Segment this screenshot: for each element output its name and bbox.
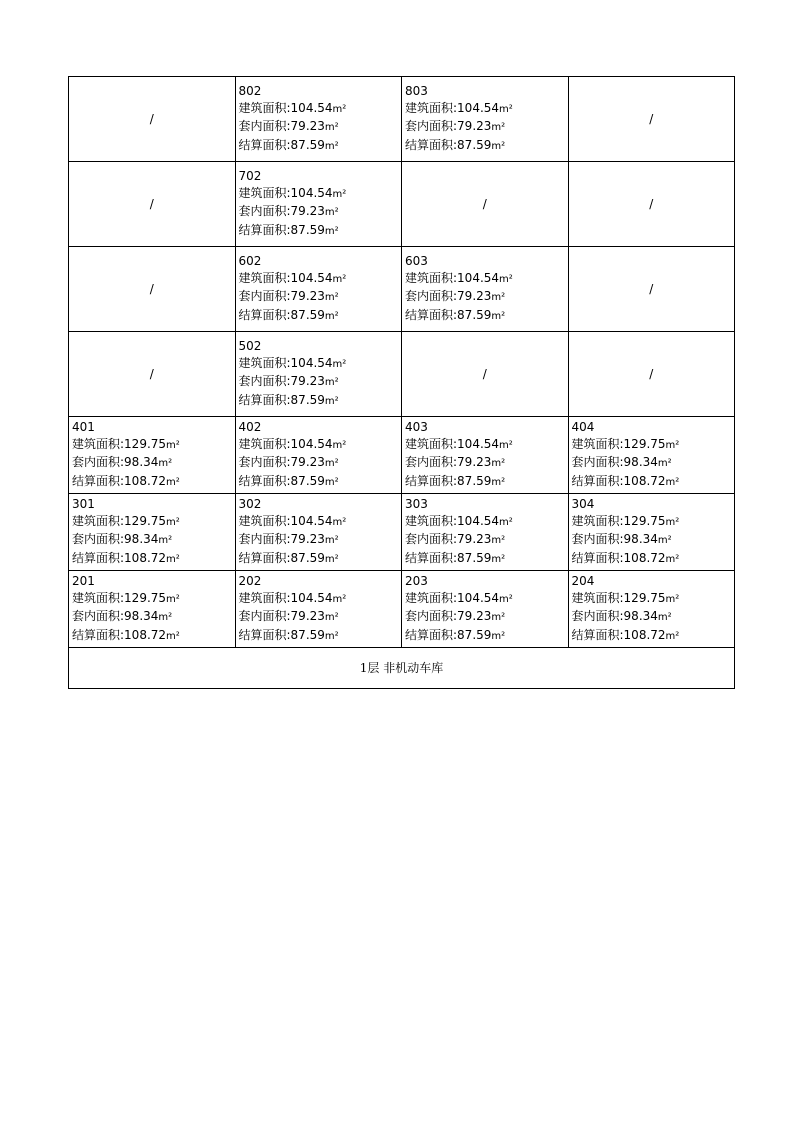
inner-area-label: 套内面积: xyxy=(238,455,291,469)
empty-unit-cell xyxy=(69,247,236,332)
settle-area-value: 87.59 xyxy=(457,550,492,565)
area-unit: m² xyxy=(324,225,339,237)
build-area-value: 104.54 xyxy=(457,513,500,528)
settle-area-line xyxy=(72,473,235,492)
build-area-label: 建筑面积: xyxy=(571,513,624,528)
build-area-label: 建筑面积: xyxy=(72,590,125,605)
area-unit: m² xyxy=(491,310,506,322)
build-area-line xyxy=(72,436,235,455)
floor-row-5 xyxy=(69,332,735,417)
settle-area-line xyxy=(405,627,568,646)
area-unit: m² xyxy=(324,292,339,303)
settle-area-value: 108.72 xyxy=(623,473,666,488)
area-unit: m² xyxy=(324,535,339,546)
unit-number: 702 xyxy=(238,169,262,183)
unit-cell xyxy=(69,571,236,648)
settle-area-line xyxy=(72,627,235,646)
inner-area-line xyxy=(405,608,568,627)
inner-area-label: 套内面积: xyxy=(405,455,458,469)
inner-area-label: 套内面积: xyxy=(238,374,291,388)
inner-area-label: 套内面积: xyxy=(238,204,291,218)
inner-area-value: 79.23 xyxy=(457,289,492,303)
settle-area-value: 108.72 xyxy=(124,550,167,565)
settle-area-line xyxy=(405,137,568,156)
floor-row-4 xyxy=(69,417,735,494)
build-area-label: 建筑面积: xyxy=(571,590,624,605)
area-unit: m² xyxy=(491,612,506,623)
settle-area-line xyxy=(72,550,235,569)
build-area-line xyxy=(405,436,568,455)
inner-area-line xyxy=(72,454,235,473)
inner-area-line xyxy=(405,118,568,137)
settle-area-line xyxy=(239,222,402,241)
build-area-value: 104.54 xyxy=(290,185,333,200)
area-unit: m² xyxy=(499,439,513,451)
empty-mark: / xyxy=(482,196,487,211)
area-unit: m² xyxy=(491,122,506,133)
build-area-value: 129.75 xyxy=(623,436,666,451)
area-unit: m² xyxy=(657,535,672,546)
area-unit: m² xyxy=(499,593,513,605)
unit-cell xyxy=(235,332,402,417)
inner-area-line xyxy=(405,288,568,307)
unit-cell xyxy=(402,247,569,332)
build-area-line xyxy=(572,590,735,609)
build-area-label: 建筑面积: xyxy=(405,590,458,605)
settle-area-value: 87.59 xyxy=(457,627,492,642)
unit-number: 802 xyxy=(238,84,262,98)
area-unit: m² xyxy=(324,207,339,218)
settle-area-label: 结算面积: xyxy=(72,550,125,565)
inner-area-label: 套内面积: xyxy=(405,289,458,303)
unit-number: 202 xyxy=(238,574,262,588)
inner-area-line xyxy=(405,454,568,473)
inner-area-label: 套内面积: xyxy=(571,455,624,469)
inner-area-label: 套内面积: xyxy=(238,289,291,303)
empty-mark: / xyxy=(149,281,154,296)
build-area-value: 129.75 xyxy=(623,590,666,605)
inner-area-value: 79.23 xyxy=(290,455,325,469)
inner-area-line xyxy=(572,454,735,473)
settle-area-value: 87.59 xyxy=(457,137,492,152)
build-area-line xyxy=(239,590,402,609)
build-area-line xyxy=(239,436,402,455)
settle-area-label: 结算面积: xyxy=(238,550,291,565)
inner-area-line xyxy=(72,608,235,627)
area-unit: m² xyxy=(332,593,347,605)
area-unit: m² xyxy=(491,476,506,488)
settle-area-value: 87.59 xyxy=(457,307,492,322)
settle-area-label: 结算面积: xyxy=(405,307,458,322)
settle-area-value: 87.59 xyxy=(290,550,325,565)
build-area-line xyxy=(239,270,402,289)
empty-unit-cell xyxy=(568,162,735,247)
build-area-value: 104.54 xyxy=(290,590,333,605)
settle-area-line xyxy=(239,550,402,569)
settle-area-value: 87.59 xyxy=(290,307,325,322)
unit-area-table xyxy=(68,76,735,689)
build-area-line xyxy=(405,270,568,289)
inner-area-value: 79.23 xyxy=(290,119,325,133)
unit-number: 404 xyxy=(571,420,595,434)
build-area-line xyxy=(405,513,568,532)
empty-unit-cell xyxy=(402,162,569,247)
build-area-line xyxy=(72,590,235,609)
inner-area-value: 79.23 xyxy=(290,532,325,546)
area-unit: m² xyxy=(332,103,347,115)
inner-area-value: 79.23 xyxy=(290,204,325,218)
settle-area-value: 108.72 xyxy=(623,550,666,565)
inner-area-label: 套内面积: xyxy=(405,532,458,546)
empty-unit-cell xyxy=(568,77,735,162)
area-unit: m² xyxy=(665,516,680,528)
floor-row-2 xyxy=(69,571,735,648)
inner-area-value: 98.34 xyxy=(623,455,658,469)
settle-area-label: 结算面积: xyxy=(238,137,291,152)
area-unit: m² xyxy=(665,630,680,642)
area-unit: m² xyxy=(332,439,347,451)
inner-area-line xyxy=(239,454,402,473)
build-area-line xyxy=(405,590,568,609)
unit-number: 303 xyxy=(405,497,428,511)
inner-area-label: 套内面积: xyxy=(72,455,125,469)
empty-mark: / xyxy=(649,281,654,296)
inner-area-line xyxy=(72,531,235,550)
unit-cell xyxy=(235,162,402,247)
inner-area-value: 79.23 xyxy=(290,374,325,388)
settle-area-value: 87.59 xyxy=(290,392,325,407)
area-unit: m² xyxy=(665,593,680,605)
build-area-line xyxy=(72,513,235,532)
empty-mark: / xyxy=(149,196,154,211)
build-area-label: 建筑面积: xyxy=(238,590,291,605)
area-unit: m² xyxy=(491,458,506,469)
settle-area-label: 结算面积: xyxy=(571,550,624,565)
area-unit: m² xyxy=(665,476,680,488)
area-unit: m² xyxy=(324,553,339,565)
area-unit: m² xyxy=(166,593,180,605)
area-unit: m² xyxy=(332,188,347,200)
area-unit: m² xyxy=(158,612,173,623)
area-unit: m² xyxy=(324,458,339,469)
floor-row-7 xyxy=(69,162,735,247)
footer-row xyxy=(69,648,735,689)
unit-number: 401 xyxy=(72,420,95,434)
inner-area-value: 98.34 xyxy=(124,455,159,469)
settle-area-value: 108.72 xyxy=(124,627,167,642)
inner-area-label: 套内面积: xyxy=(238,532,291,546)
build-area-value: 104.54 xyxy=(457,436,500,451)
area-unit: m² xyxy=(324,140,339,152)
inner-area-value: 79.23 xyxy=(457,532,492,546)
empty-unit-cell xyxy=(69,332,236,417)
build-area-value: 104.54 xyxy=(290,100,333,115)
unit-cell xyxy=(235,247,402,332)
unit-cell xyxy=(235,571,402,648)
inner-area-line xyxy=(239,288,402,307)
inner-area-label: 套内面积: xyxy=(238,119,291,133)
unit-number: 602 xyxy=(238,254,262,268)
settle-area-label: 结算面积: xyxy=(405,550,458,565)
unit-number: 301 xyxy=(72,497,95,511)
area-unit: m² xyxy=(324,377,339,388)
build-area-label: 建筑面积: xyxy=(405,513,458,528)
inner-area-line xyxy=(572,531,735,550)
area-unit: m² xyxy=(499,273,513,285)
unit-cell xyxy=(402,571,569,648)
area-unit: m² xyxy=(166,516,180,528)
inner-area-line xyxy=(239,531,402,550)
settle-area-value: 87.59 xyxy=(457,473,492,488)
build-area-label: 建筑面积: xyxy=(238,355,291,370)
build-area-value: 104.54 xyxy=(290,270,333,285)
build-area-value: 129.75 xyxy=(124,590,167,605)
unit-number: 402 xyxy=(238,420,262,434)
build-area-label: 建筑面积: xyxy=(238,100,291,115)
area-unit: m² xyxy=(332,358,347,370)
empty-mark: / xyxy=(649,366,654,381)
empty-unit-cell xyxy=(568,247,735,332)
build-area-value: 104.54 xyxy=(290,355,333,370)
build-area-label: 建筑面积: xyxy=(405,100,458,115)
area-unit: m² xyxy=(665,553,680,565)
area-unit: m² xyxy=(332,273,347,285)
build-area-value: 104.54 xyxy=(457,590,500,605)
build-area-label: 建筑面积: xyxy=(238,513,291,528)
build-area-label: 建筑面积: xyxy=(72,513,125,528)
empty-unit-cell xyxy=(568,332,735,417)
settle-area-line xyxy=(239,307,402,326)
table-body xyxy=(69,77,735,648)
settle-area-line xyxy=(572,627,735,646)
settle-area-line xyxy=(572,473,735,492)
area-unit: m² xyxy=(491,140,506,152)
area-unit: m² xyxy=(491,630,506,642)
inner-area-label: 套内面积: xyxy=(571,609,624,623)
settle-area-line xyxy=(405,550,568,569)
area-unit: m² xyxy=(324,476,339,488)
inner-area-value: 79.23 xyxy=(457,609,492,623)
settle-area-value: 87.59 xyxy=(290,473,325,488)
unit-cell xyxy=(402,417,569,494)
area-unit: m² xyxy=(665,439,680,451)
inner-area-label: 套内面积: xyxy=(405,609,458,623)
unit-number: 803 xyxy=(405,84,428,98)
inner-area-label: 套内面积: xyxy=(238,609,291,623)
settle-area-label: 结算面积: xyxy=(238,307,291,322)
unit-cell xyxy=(402,77,569,162)
build-area-value: 104.54 xyxy=(290,436,333,451)
settle-area-value: 87.59 xyxy=(290,222,325,237)
build-area-value: 104.54 xyxy=(290,513,333,528)
area-unit: m² xyxy=(324,630,339,642)
build-area-label: 建筑面积: xyxy=(72,436,125,451)
inner-area-value: 98.34 xyxy=(623,532,658,546)
unit-cell xyxy=(568,494,735,571)
unit-cell xyxy=(402,494,569,571)
inner-area-value: 79.23 xyxy=(457,455,492,469)
build-area-label: 建筑面积: xyxy=(238,436,291,451)
settle-area-label: 结算面积: xyxy=(72,473,125,488)
build-area-label: 建筑面积: xyxy=(405,436,458,451)
area-unit: m² xyxy=(166,439,180,451)
settle-area-line xyxy=(239,473,402,492)
settle-area-line xyxy=(239,137,402,156)
area-unit: m² xyxy=(324,395,339,407)
settle-area-line xyxy=(405,307,568,326)
unit-number: 204 xyxy=(571,574,595,588)
empty-unit-cell xyxy=(69,77,236,162)
unit-number: 201 xyxy=(72,574,95,588)
build-area-value: 129.75 xyxy=(623,513,666,528)
area-unit: m² xyxy=(166,476,180,488)
area-unit: m² xyxy=(324,310,339,322)
unit-cell xyxy=(69,494,236,571)
settle-area-label: 结算面积: xyxy=(405,473,458,488)
build-area-line xyxy=(239,513,402,532)
unit-cell xyxy=(235,77,402,162)
build-area-value: 104.54 xyxy=(457,270,500,285)
inner-area-label: 套内面积: xyxy=(571,532,624,546)
area-unit: m² xyxy=(499,103,513,115)
area-unit: m² xyxy=(657,612,672,623)
settle-area-label: 结算面积: xyxy=(238,222,291,237)
settle-area-label: 结算面积: xyxy=(571,473,624,488)
floor-row-3 xyxy=(69,494,735,571)
area-unit: m² xyxy=(491,553,506,565)
unit-cell xyxy=(69,417,236,494)
build-area-value: 129.75 xyxy=(124,513,167,528)
unit-number: 403 xyxy=(405,420,428,434)
area-unit: m² xyxy=(166,630,180,642)
inner-area-line xyxy=(572,608,735,627)
build-area-line xyxy=(405,100,568,119)
settle-area-value: 87.59 xyxy=(290,137,325,152)
settle-area-value: 87.59 xyxy=(290,627,325,642)
unit-number: 304 xyxy=(571,497,595,511)
unit-number: 603 xyxy=(405,254,428,268)
build-area-line xyxy=(239,355,402,374)
build-area-value: 104.54 xyxy=(457,100,500,115)
settle-area-label: 结算面积: xyxy=(405,137,458,152)
settle-area-value: 108.72 xyxy=(623,627,666,642)
settle-area-label: 结算面积: xyxy=(72,627,125,642)
area-unit: m² xyxy=(158,458,173,469)
area-unit: m² xyxy=(332,516,347,528)
area-unit: m² xyxy=(158,535,173,546)
build-area-line xyxy=(572,436,735,455)
inner-area-line xyxy=(239,203,402,222)
settle-area-label: 结算面积: xyxy=(238,473,291,488)
build-area-label: 建筑面积: xyxy=(571,436,624,451)
settle-area-label: 结算面积: xyxy=(571,627,624,642)
area-unit: m² xyxy=(491,535,506,546)
build-area-label: 建筑面积: xyxy=(238,185,291,200)
settle-area-label: 结算面积: xyxy=(238,627,291,642)
inner-area-label: 套内面积: xyxy=(72,532,125,546)
build-area-label: 建筑面积: xyxy=(238,270,291,285)
settle-area-line xyxy=(239,392,402,411)
unit-number: 502 xyxy=(238,339,262,353)
empty-unit-cell xyxy=(69,162,236,247)
empty-mark: / xyxy=(482,366,487,381)
inner-area-label: 套内面积: xyxy=(72,609,125,623)
settle-area-value: 108.72 xyxy=(124,473,167,488)
inner-area-value: 98.34 xyxy=(623,609,658,623)
inner-area-line xyxy=(239,118,402,137)
area-unit: m² xyxy=(324,122,339,133)
inner-area-value: 79.23 xyxy=(290,609,325,623)
empty-mark: / xyxy=(649,111,654,126)
settle-area-line xyxy=(239,627,402,646)
area-unit: m² xyxy=(499,516,513,528)
unit-number: 203 xyxy=(405,574,428,588)
floor-row-6 xyxy=(69,247,735,332)
settle-area-label: 结算面积: xyxy=(405,627,458,642)
inner-area-value: 98.34 xyxy=(124,532,159,546)
empty-unit-cell xyxy=(402,332,569,417)
build-area-line xyxy=(239,185,402,204)
settle-area-label: 结算面积: xyxy=(238,392,291,407)
build-area-label: 建筑面积: xyxy=(405,270,458,285)
area-unit: m² xyxy=(657,458,672,469)
area-unit: m² xyxy=(166,553,180,565)
unit-cell xyxy=(235,494,402,571)
inner-area-line xyxy=(239,608,402,627)
floor-row-8 xyxy=(69,77,735,162)
ground-floor-label: 1层 非机动车库 xyxy=(69,648,735,689)
inner-area-label: 套内面积: xyxy=(405,119,458,133)
settle-area-line xyxy=(572,550,735,569)
inner-area-value: 98.34 xyxy=(124,609,159,623)
build-area-line xyxy=(239,100,402,119)
inner-area-value: 79.23 xyxy=(457,119,492,133)
area-unit: m² xyxy=(324,612,339,623)
inner-area-value: 79.23 xyxy=(290,289,325,303)
settle-area-line xyxy=(405,473,568,492)
empty-mark: / xyxy=(149,111,154,126)
inner-area-line xyxy=(405,531,568,550)
empty-mark: / xyxy=(149,366,154,381)
inner-area-line xyxy=(239,373,402,392)
build-area-value: 129.75 xyxy=(124,436,167,451)
unit-cell xyxy=(235,417,402,494)
unit-number: 302 xyxy=(238,497,262,511)
unit-cell xyxy=(568,571,735,648)
area-unit: m² xyxy=(491,292,506,303)
empty-mark: / xyxy=(649,196,654,211)
build-area-line xyxy=(572,513,735,532)
unit-cell xyxy=(568,417,735,494)
